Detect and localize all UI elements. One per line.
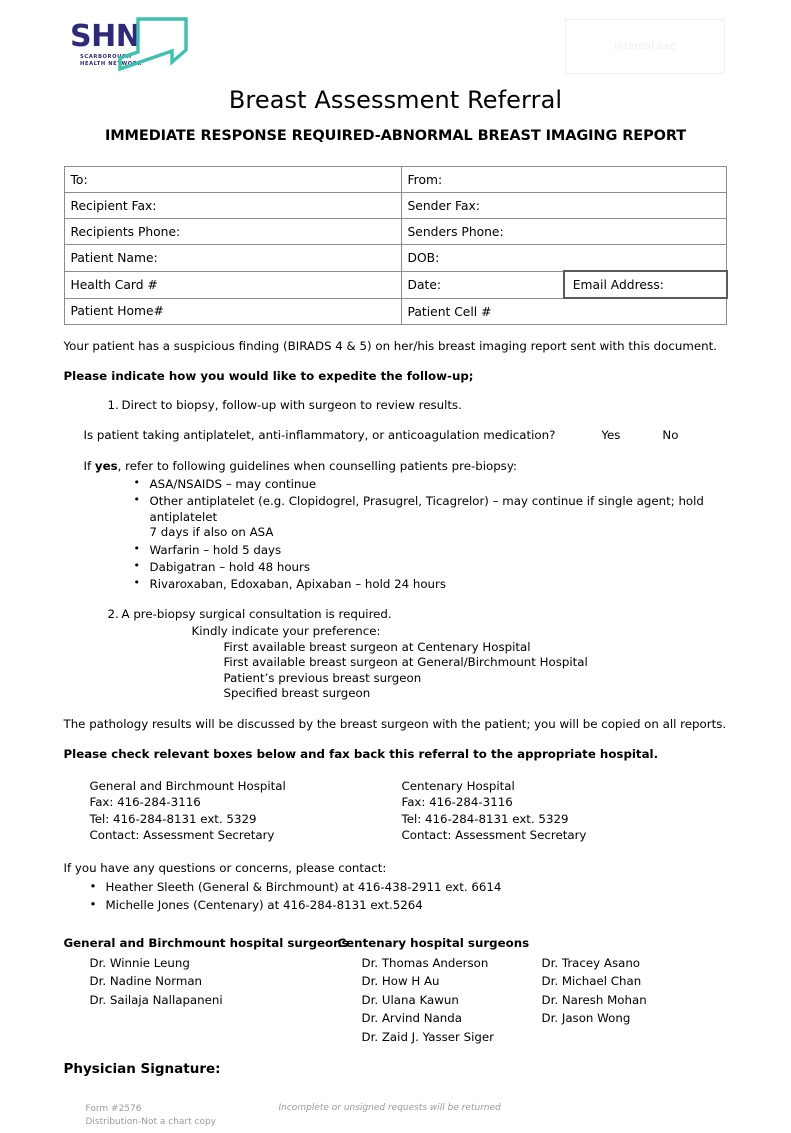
pathology-note: The pathology results will be discussed by the breast surgeon with the patient; you will be copied on all reports.: [63, 717, 727, 731]
footer-form-number: Form #2576: [85, 1103, 142, 1114]
intro-paragraph: Your patient has a suspicious finding (BIRADS 4 & 5) on her/his breast imaging report sent with this document.: [63, 339, 717, 353]
questions-contact-block: [64, 861, 728, 914]
preference-option-specified-surgeon[interactable]: Specified breast surgeon: [223, 686, 371, 701]
hospital-centenary: [402, 778, 714, 843]
list-item[interactable]: Dr. Naresh Mohan: [541, 992, 647, 1007]
footer-left: [86, 1103, 217, 1130]
list-item[interactable]: Dr. Michael Chan: [541, 974, 642, 989]
surgeons-section: [64, 936, 728, 1051]
if-yes-heading: [84, 459, 728, 475]
page-header: [0, 0, 791, 80]
preference-option-centenary[interactable]: First available breast surgeon at Centenary Hospital: [223, 639, 531, 654]
physician-signature-label[interactable]: Physician Signature:: [63, 1060, 221, 1077]
list-item[interactable]: Dr. Nadine Norman: [89, 974, 203, 989]
list-item[interactable]: Dr. Thomas Anderson: [361, 955, 489, 970]
shn-logo-svg: [68, 14, 193, 76]
field-date-label[interactable]: Date:: [401, 271, 564, 298]
list-item[interactable]: Dr. Tracey Asano: [541, 955, 641, 970]
option-2-text: A pre-biopsy surgical consultation is required.: [121, 606, 392, 621]
field-from-label[interactable]: From:: [401, 167, 727, 193]
referral-form-table: [64, 166, 728, 325]
internal-use-label: Internal use: [614, 41, 676, 52]
indicate-heading: Please indicate how you would like to expedite the follow-up;: [63, 368, 474, 383]
option-2: [64, 607, 728, 623]
if-yes-suffix: , refer to following guidelines when counselling patients pre-biopsy:: [117, 459, 517, 474]
list-item: • ASA/NSAIDS – may continue: [84, 477, 728, 493]
preference-option-previous-surgeon[interactable]: Patient’s previous breast surgeon: [223, 670, 422, 685]
field-recipients-phone-label[interactable]: Recipients Phone:: [64, 219, 401, 245]
field-senders-phone-label[interactable]: Senders Phone:: [401, 219, 727, 245]
field-health-card-label[interactable]: Health Card #: [64, 271, 401, 298]
field-recipient-fax-label[interactable]: Recipient Fax:: [64, 193, 401, 219]
shn-logo-tagline-2: HEALTH NETWORK: [80, 61, 143, 67]
field-sender-fax-label[interactable]: Sender Fax:: [401, 193, 727, 219]
list-item: • Warfarin – hold 5 days: [84, 543, 728, 559]
list-item: • Heather Sleeth (General & Birchmount) at 416-438-2911 ext. 6614: [64, 880, 728, 896]
field-patient-home-label[interactable]: Patient Home#: [64, 298, 401, 325]
internal-use-box: [565, 19, 725, 74]
hospital-fax: Fax: 416-284-3116: [89, 795, 201, 810]
if-yes-prefix: If: [83, 459, 95, 474]
medication-question-row: [64, 428, 728, 444]
if-yes-block: [64, 459, 728, 592]
shn-logo: [68, 14, 193, 76]
list-item[interactable]: Dr. Ulana Kawun: [361, 992, 459, 1007]
shn-logo-mark: SHN: [70, 19, 141, 54]
questions-contact-list: [64, 880, 728, 914]
list-item: • Rivaroxaban, Edoxaban, Apixaban – hold 24 hours: [84, 577, 728, 593]
table-row: [64, 271, 727, 298]
surgeons-list-general-birchmount: [90, 954, 223, 1010]
page-subtitle: IMMEDIATE RESPONSE REQUIRED-ABNORMAL BREAST IMAGING REPORT: [104, 128, 687, 144]
preference-heading: Kindly indicate your preference:: [191, 624, 381, 639]
field-to-label[interactable]: To:: [64, 167, 401, 193]
preference-option-general-birchmount[interactable]: First available breast surgeon at General/Birchmount Hospital: [223, 655, 588, 670]
option-1-text: Direct to biopsy, follow-up with surgeon to review results.: [121, 398, 462, 413]
hospital-contact: Contact: Assessment Secretary: [401, 827, 587, 842]
table-row: [64, 245, 727, 272]
shn-logo-tagline-1: SCARBOROUGH: [80, 54, 132, 60]
list-item[interactable]: Dr. Winnie Leung: [89, 955, 190, 970]
surgeons-heading-centenary: Centenary hospital surgeons: [337, 935, 530, 950]
list-item: • Michelle Jones (Centenary) at 416-284-8131 ext.5264: [64, 898, 728, 914]
option-2-number: 2.: [107, 606, 119, 621]
check-boxes-note: Please check relevant boxes below and fax back this referral to the appropriate hospital.: [63, 746, 659, 761]
medication-question-text: Is patient taking antiplatelet, anti-inflammatory, or anticoagulation medication?: [83, 427, 556, 442]
option-1: [64, 398, 728, 414]
page-title: Breast Assessment Referral: [228, 86, 563, 114]
surgeons-list-centenary-col2: [542, 954, 647, 1028]
footer-notice: Incomplete or unsigned requests will be returned: [278, 1102, 501, 1113]
list-item[interactable]: Dr. Jason Wong: [541, 1011, 631, 1026]
list-item: • Dabigatran – hold 48 hours: [84, 560, 728, 576]
list-item[interactable]: Dr. Sailaja Nallapaneni: [89, 992, 223, 1007]
footer-distribution: Distribution-Not a chart copy: [85, 1117, 217, 1128]
hospital-tel: Tel: 416-284-8131 ext. 5329: [89, 811, 257, 826]
field-patient-cell-label[interactable]: Patient Cell #: [401, 298, 727, 325]
list-item-continuation: 7 days if also on ASA: [149, 525, 274, 540]
field-patient-name-label[interactable]: Patient Name:: [64, 245, 401, 272]
field-email-address-label[interactable]: Email Address:: [564, 271, 727, 298]
medication-answer-no[interactable]: No: [662, 427, 679, 442]
hospital-name: General and Birchmount Hospital: [89, 779, 286, 794]
document-body: [64, 339, 728, 1133]
hospital-general-birchmount: [90, 778, 402, 843]
table-row: [64, 193, 727, 219]
medication-answer-yes[interactable]: Yes: [601, 427, 621, 442]
hospital-contacts: [64, 778, 728, 843]
hospital-tel: Tel: 416-284-8131 ext. 5329: [401, 811, 569, 826]
preference-block: [64, 624, 728, 702]
table-row: [64, 219, 727, 245]
option-1-number: 1.: [107, 398, 119, 413]
surgeons-list-centenary-col1: [362, 954, 494, 1047]
list-item[interactable]: Dr. Arvind Nanda: [361, 1011, 462, 1026]
questions-lead: If you have any questions or concerns, please contact:: [63, 861, 387, 876]
hospital-fax: Fax: 416-284-3116: [401, 795, 513, 810]
list-item: • Other antiplatelet (e.g. Clopidogrel, Prasugrel, Ticagrelor) – may continue if single agent; hold antiplatelet: [84, 494, 728, 525]
document-footer: [64, 1103, 728, 1133]
guidelines-list: [84, 477, 728, 593]
hospital-name: Centenary Hospital: [401, 779, 515, 794]
if-yes-emphasis: yes: [94, 459, 118, 474]
list-item[interactable]: Dr. Zaid J. Yasser Siger: [361, 1029, 494, 1044]
surgeons-heading-general-birchmount: General and Birchmount hospital surgeons: [63, 935, 349, 950]
list-item[interactable]: Dr. How H Au: [361, 974, 440, 989]
hospital-contact: Contact: Assessment Secretary: [89, 827, 275, 842]
table-row: [64, 167, 727, 193]
field-dob-label[interactable]: DOB:: [401, 245, 727, 272]
table-row: [64, 298, 727, 325]
